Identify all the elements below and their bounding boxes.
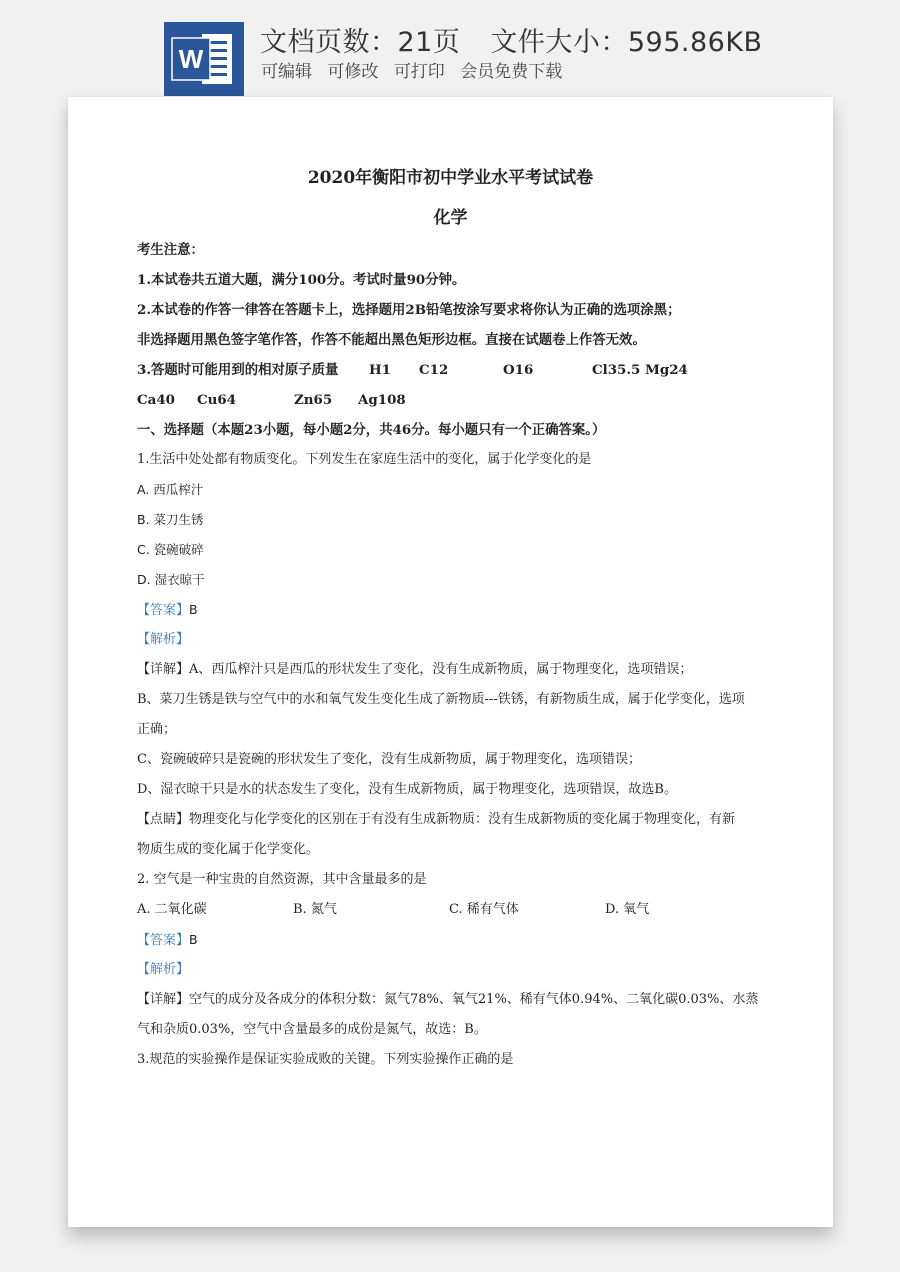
- q1-detail-2b: 正确；: [137, 722, 177, 737]
- q2-detail-a: [137, 990, 758, 1010]
- q1-answer: [137, 600, 198, 621]
- q1-option-b: B. 菜刀生锈: [137, 512, 204, 527]
- q2-option-b: B. 氮气: [293, 902, 337, 917]
- notice-1: 1.本试卷共五道大题，满分100分。考试时量90分钟。: [137, 272, 466, 288]
- file-size-label: 文件大小：595.86KB: [490, 27, 763, 58]
- feature-printable: 可打印: [393, 62, 445, 82]
- q2-detail-tag: 【详解】: [137, 992, 190, 1007]
- page-count-label: 文档页数：21页: [260, 27, 461, 58]
- mass-zn: Zn65: [294, 392, 333, 408]
- mass-cu: Cu64: [197, 392, 237, 408]
- q2-answer-tag: 【答案】: [137, 933, 190, 948]
- q1-option-d: D. 湿衣晾干: [137, 572, 205, 587]
- notice-2a: 2.本试卷的作答一律答在答题卡上，选择题用2B铅笔按涂写要求将你认为正确的选项涂黑；: [137, 302, 681, 318]
- q2-detail-b: 气和杂质0.03%，空气中含量最多的成份是氮气，故选：B。: [137, 1022, 487, 1037]
- q3-stem: 3.规范的实验操作是保证实验成败的关键。下列实验操作正确的是: [137, 1052, 514, 1067]
- q1-detail-3: C、瓷碗破碎只是瓷碗的形状发生了变化，没有生成新物质，属于物理变化，选项错误；: [137, 752, 641, 767]
- mass-ag: Ag108: [358, 392, 406, 408]
- q1-detail-2a: B、菜刀生锈是铁与空气中的水和氧气发生变化生成了新物质---铁锈，有新物质生成，属于化学变化，选项: [137, 692, 745, 707]
- mass-h: H1: [369, 362, 391, 378]
- notice-3-label: 3.答题时可能用到的相对原子质量: [137, 362, 339, 378]
- q2-stem: 2. 空气是一种宝贵的自然资源，其中含量最多的是: [137, 872, 427, 887]
- section-1-heading: 一、选择题（本题23小题，每小题2分，共46分。每小题只有一个正确答案。）: [137, 422, 606, 438]
- mass-o: O16: [503, 362, 534, 378]
- mass-cl-mg: Cl35.5 Mg24: [592, 362, 688, 378]
- subject-title: 化学: [433, 208, 468, 228]
- q2-answer-value: B: [189, 932, 198, 947]
- notice-heading: 考生注意：: [137, 242, 204, 258]
- notice-2b: 非选择题用黑色签字笔作答，作答不能超出黑色矩形边框。直接在试题卷上作答无效。: [137, 332, 646, 348]
- q1-option-c: C. 瓷碗破碎: [137, 542, 204, 557]
- q1-review-a-text: 物理变化与化学变化的区别在于有没有生成新物质：没有生成新物质的变化属于物理变化，有新: [189, 812, 736, 827]
- q2-answer: [137, 930, 198, 951]
- document-stats-heading: [260, 20, 763, 59]
- q1-answer-tag: 【答案】: [137, 603, 190, 618]
- q1-answer-value: B: [189, 602, 198, 617]
- q1-detail-4: D、湿衣晾干只是水的状态发生了变化，没有生成新物质，属于物理变化，选项错误，故选B。: [137, 782, 677, 797]
- q1-detail-1: [137, 660, 692, 680]
- q1-review-tag: 【点睛】: [137, 812, 190, 827]
- feature-member-download: 会员免费下载: [460, 62, 563, 82]
- q1-option-a: A. 西瓜榨汁: [137, 482, 204, 497]
- q1-review-b: 物质生成的变化属于化学变化。: [137, 842, 320, 857]
- q1-detail-1-text: A、西瓜榨汁只是西瓜的形状发生了变化，没有生成新物质，属于物理变化，选项错误；: [189, 662, 693, 677]
- document-page: [68, 97, 833, 1227]
- exam-title: 2020年衡阳市初中学业水平考试试卷: [307, 168, 594, 188]
- q1-detail-tag: 【详解】: [137, 662, 190, 677]
- svg-text:W: W: [178, 44, 204, 74]
- feature-editable: 可编辑: [261, 62, 312, 82]
- q2-option-d: D. 氧气: [605, 902, 650, 917]
- feature-modifiable: 可修改: [327, 62, 379, 82]
- mass-c: C12: [419, 362, 449, 378]
- q1-analysis-tag: 【解析】: [137, 632, 190, 647]
- q2-analysis-tag: 【解析】: [137, 962, 190, 977]
- mass-ca: Ca40: [137, 392, 175, 408]
- q2-option-a: A. 二氧化碳: [137, 902, 207, 917]
- q1-stem: 1.生活中处处都有物质变化。下列发生在家庭生活中的变化，属于化学变化的是: [137, 452, 592, 467]
- word-doc-icon: [164, 22, 244, 96]
- q2-option-c: C. 稀有气体: [449, 902, 519, 917]
- q1-review-a: [137, 810, 735, 830]
- feature-list: [261, 57, 572, 82]
- q2-detail-a-text: 空气的成分及各成分的体积分数：氮气78%、氧气21%、稀有气体0.94%、二氧化碳0.03%、水蒸: [189, 992, 759, 1007]
